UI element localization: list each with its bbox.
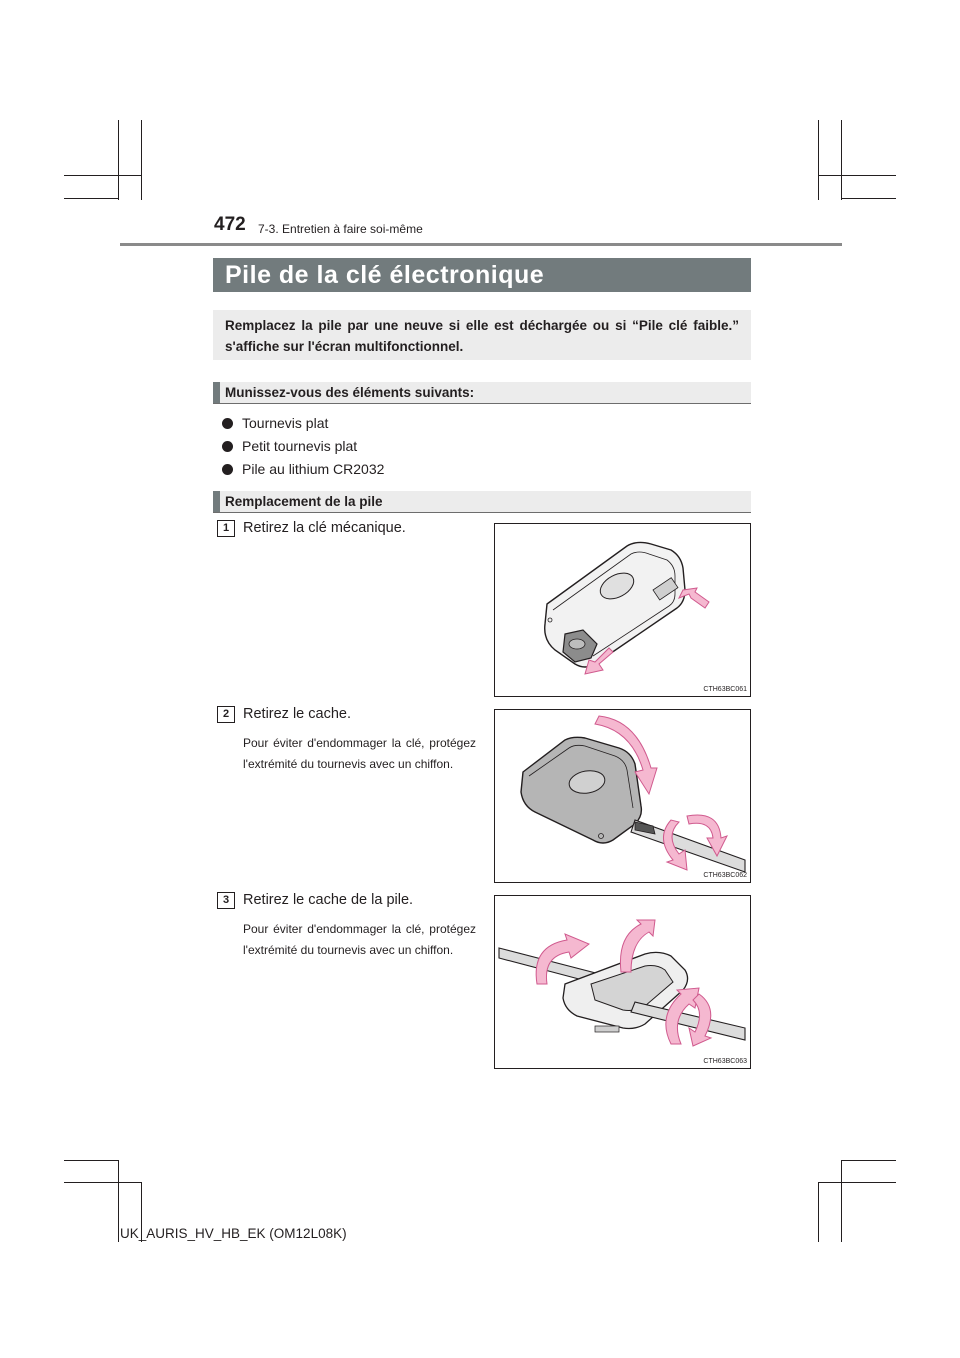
- figure-code: CTH63BC062: [703, 872, 747, 879]
- bullet-icon: [222, 441, 233, 452]
- page-title: Pile de la clé électronique: [213, 258, 751, 292]
- crop-mark: [818, 1182, 896, 1183]
- list-item-text: Petit tournevis plat: [242, 438, 358, 454]
- crop-mark: [118, 1160, 119, 1242]
- crop-mark: [841, 198, 896, 199]
- step-title: Retirez la clé mécanique.: [243, 520, 406, 536]
- step-number: 1: [217, 520, 235, 537]
- heading-bar: [213, 491, 220, 512]
- crop-mark: [118, 120, 119, 200]
- step-title: Retirez le cache.: [243, 706, 351, 722]
- step-number: 2: [217, 706, 235, 723]
- crop-mark: [841, 1160, 896, 1161]
- step-note: Pour éviter d'endommager la clé, protégez l'extrémité du tournevis avec un chiffon.: [243, 922, 476, 957]
- crop-mark: [64, 175, 141, 176]
- section-path: 7-3. Entretien à faire soi-même: [258, 222, 423, 236]
- intro-text: Remplacez la pile par une neuve si elle est déchargée ou si “Pile clé faible.” s'affiche sur l'écran multifonctionnel.: [225, 318, 739, 354]
- bullet-icon: [222, 464, 233, 475]
- crop-mark: [141, 120, 142, 200]
- figure-code: CTH63BC063: [703, 1058, 747, 1065]
- crop-mark: [64, 1182, 141, 1183]
- list-item: [222, 435, 384, 458]
- tools-list: [222, 412, 384, 481]
- key-fob-illustration: [495, 524, 750, 696]
- intro-box: [213, 310, 751, 360]
- step-note: Pour éviter d'endommager la clé, protégez l'extrémité du tournevis avec un chiffon.: [243, 736, 476, 771]
- list-item-text: Tournevis plat: [242, 415, 329, 431]
- list-item-text: Pile au lithium CR2032: [242, 461, 385, 477]
- crop-mark: [841, 120, 842, 200]
- crop-mark: [818, 175, 896, 176]
- battery-cover-illustration: [495, 896, 750, 1068]
- bullet-icon: [222, 418, 233, 429]
- replacement-heading-text: Remplacement de la pile: [225, 494, 383, 509]
- figure-remove-mechanical-key: [494, 523, 751, 697]
- header-rule: [120, 243, 842, 246]
- step-title: Retirez le cache de la pile.: [243, 892, 414, 908]
- crop-mark: [818, 1182, 819, 1242]
- crop-mark: [64, 1160, 118, 1161]
- page-number: 472: [214, 214, 246, 235]
- heading-bar: [213, 382, 220, 403]
- list-item: [222, 458, 384, 481]
- crop-mark: [841, 1160, 842, 1242]
- crop-mark: [64, 198, 118, 199]
- tools-heading-text: Munissez-vous des éléments suivants:: [225, 385, 475, 400]
- figure-remove-battery-cover: [494, 895, 751, 1069]
- tools-heading: [213, 382, 751, 404]
- crop-mark: [818, 120, 819, 200]
- document-code: UK_AURIS_HV_HB_EK (OM12L08K): [120, 1226, 347, 1241]
- replacement-heading: [213, 491, 751, 513]
- figure-remove-cover: [494, 709, 751, 883]
- list-item: [222, 412, 384, 435]
- figure-code: CTH63BC061: [703, 686, 747, 693]
- step-number: 3: [217, 892, 235, 909]
- key-fob-cover-illustration: [495, 710, 750, 882]
